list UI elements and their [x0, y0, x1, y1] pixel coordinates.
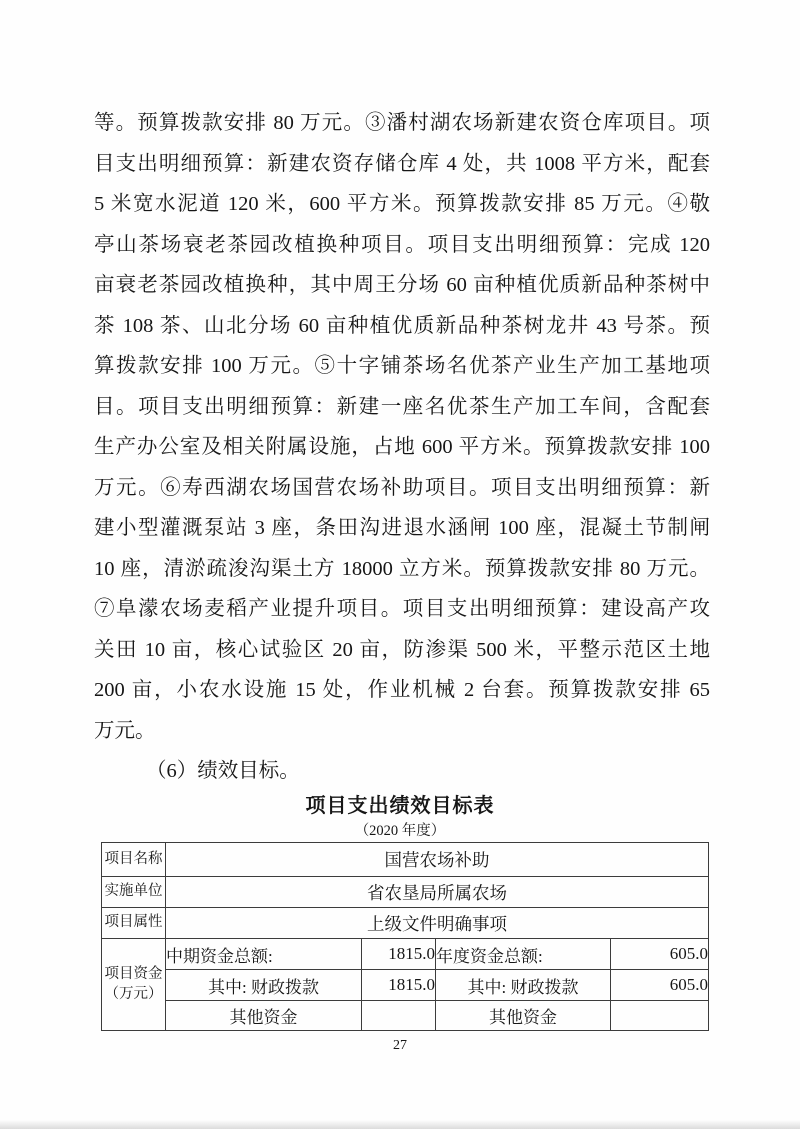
- body-line: 10 座，清淤疏浚沟渠土方 18000 立方米。预算拨款安排 80 万元。: [94, 557, 710, 580]
- cell-project-name-label: 项目名称: [102, 843, 166, 877]
- body-line: 算拨款安排 100 万元。⑤十字铺茶场名优茶产业生产加工基地项: [94, 355, 710, 377]
- body-line: 目支出明细预算：新建农资存储仓库 4 处，共 1008 平方米，配套: [94, 152, 710, 175]
- body-line: 等。预算拨款安排 80 万元。③潘村湖农场新建农资仓库项目。项: [94, 112, 710, 134]
- body-line: 万元。: [94, 719, 156, 742]
- cell-project-funds-label: [102, 939, 166, 1031]
- scan-edge-artifact: [0, 1120, 800, 1129]
- cell-implementing-unit-value: 省农垦局所属农场: [166, 877, 709, 908]
- project-funds-label-line2: （万元）: [104, 985, 163, 1002]
- cell-midterm-fiscal-appropriation-value: 1815.0: [362, 970, 436, 1001]
- cell-annual-other-funds-value: [611, 1001, 709, 1031]
- project-funds-label-line1: 项目资金: [104, 965, 163, 982]
- cell-project-name-value: 国营农场补助: [166, 843, 709, 877]
- cell-annual-fiscal-appropriation-value: 605.0: [611, 970, 709, 1001]
- cell-midterm-total-label: 中期资金总额:: [166, 939, 362, 970]
- body-line: 目。项目支出明细预算：新建一座名优茶生产加工车间，含配套: [94, 395, 710, 418]
- table-title: 项目支出绩效目标表: [305, 795, 495, 817]
- cell-annual-other-funds-label: 其他资金: [436, 1001, 611, 1031]
- cell-annual-fiscal-appropriation-label: 其中: 财政拨款: [436, 970, 611, 1001]
- body-line: 亭山茶场衰老茶园改植换种项目。项目支出明细预算：完成 120: [94, 233, 710, 256]
- performance-target-table: [101, 842, 709, 1031]
- body-line: 200 亩，小农水设施 15 处，作业机械 2 台套。预算拨款安排 65: [94, 679, 710, 701]
- body-line: ⑦阜濛农场麦稻产业提升项目。项目支出明细预算：建设高产攻: [94, 598, 710, 620]
- body-line: 亩衰老茶园改植换种，其中周王分场 60 亩种植优质新品种茶树中: [94, 274, 710, 296]
- cell-midterm-other-funds-label: 其他资金: [166, 1001, 362, 1031]
- table-subtitle-year: （2020 年度）: [354, 823, 446, 839]
- body-line: 生产办公室及相关附属设施，占地 600 平方米。预算拨款安排 100: [94, 436, 710, 458]
- body-line: 5 米宽水泥道 120 米，600 平方米。预算拨款安排 85 万元。④敬: [94, 193, 710, 215]
- cell-midterm-fiscal-appropriation-label: 其中: 财政拨款: [166, 970, 362, 1001]
- table-row: [102, 908, 709, 939]
- table-row: [102, 970, 709, 1001]
- table-row: [102, 843, 709, 877]
- section-heading-performance-targets: （6）绩效目标。: [146, 760, 300, 782]
- cell-implementing-unit-label: 实施单位: [102, 877, 166, 908]
- body-line: 关田 10 亩，核心试验区 20 亩，防渗渠 500 米，平整示范区土地: [94, 638, 710, 661]
- body-paragraphs: [94, 103, 710, 792]
- cell-midterm-total-value: 1815.0: [362, 939, 436, 970]
- cell-midterm-other-funds-value: [362, 1001, 436, 1031]
- table-row: [102, 939, 709, 970]
- page-number: 27: [393, 1038, 407, 1053]
- cell-annual-total-label: 年度资金总额:: [436, 939, 611, 970]
- body-line: 建小型灌溉泵站 3 座，条田沟进退水涵闸 100 座，混凝土节制闸: [94, 517, 710, 539]
- table-row: [102, 877, 709, 908]
- cell-project-attribute-label: 项目属性: [102, 908, 166, 939]
- cell-annual-total-value: 605.0: [611, 939, 709, 970]
- table-row: [102, 1001, 709, 1031]
- cell-project-attribute-value: 上级文件明确事项: [166, 908, 709, 939]
- body-line: 万元。⑥寿西湖农场国营农场补助项目。项目支出明细预算：新: [94, 476, 710, 499]
- body-line: 茶 108 茶、山北分场 60 亩种植优质新品种茶树龙井 43 号茶。预: [94, 314, 710, 337]
